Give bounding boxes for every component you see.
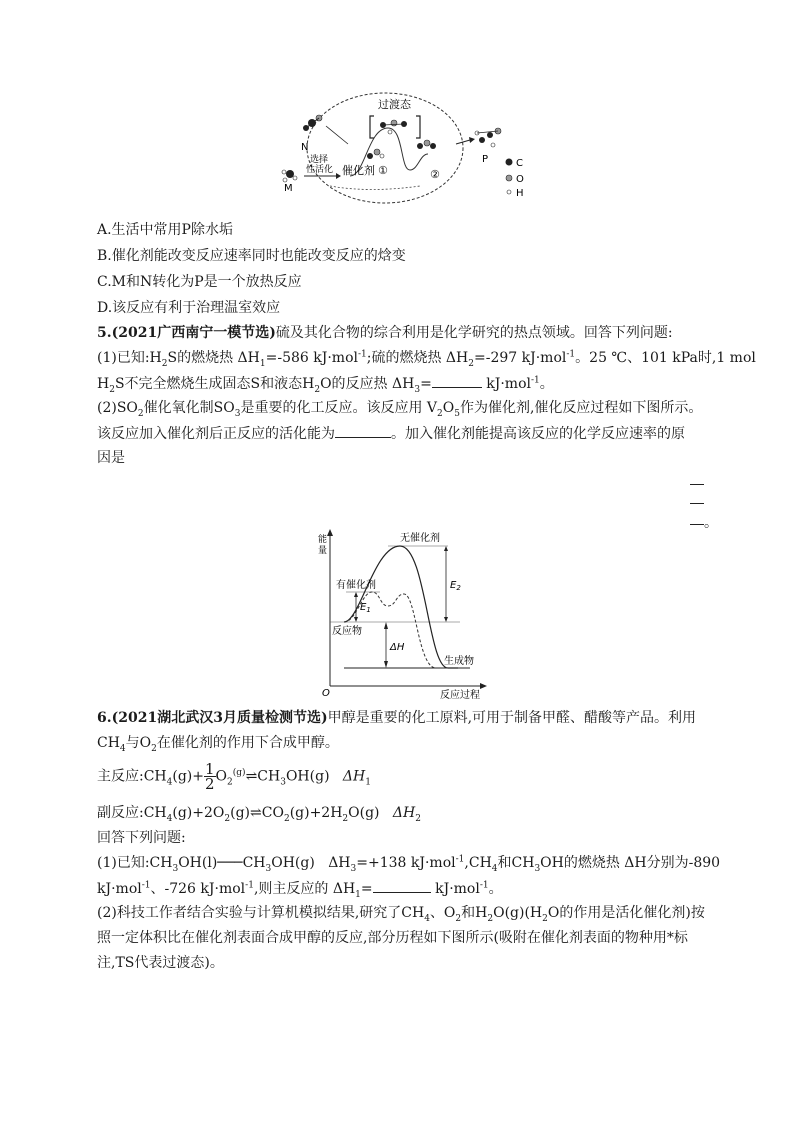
- intermediate-molecule-2: [417, 140, 436, 149]
- q5-part1-line2: $H_2S$不完全燃烧生成固态S和液态$H_2O$的反应热 $\Delta H_3= kJ\cdot mol^{-1}$。: [97, 373, 554, 394]
- q5-source: (2021广西南宁一模节选): [111, 325, 276, 341]
- q5-part2-line2: 该反应加入催化剂后正反应的活化能为 。加入催化剂能提高该反应的化学反应速率的原: [97, 423, 685, 444]
- e2-label: $E_2$: [450, 580, 461, 592]
- q5-part1-line1: (1)已知$:H_2S$的燃烧热 $\Delta H_1=-586$ kJ·mol$^{-1}$;硫的燃烧热 $\Delta H_2=-297$ kJ·mol$^{-1}$。25 ℃、101 kPa时,1 mol: [97, 349, 756, 369]
- answer-blank-dh3[interactable]: [432, 373, 482, 388]
- step-1-label: ①: [378, 164, 388, 177]
- option-c: C.M和N转化为P是一个放热反应: [97, 274, 302, 290]
- reactant-label: 反应物: [332, 626, 362, 637]
- option-a: A.生活中常用P除水垢: [97, 222, 233, 238]
- molecule-M: [282, 170, 297, 182]
- catalyst-label: 催化剂: [342, 164, 375, 177]
- label-P: P: [482, 154, 489, 165]
- legend-hydrogen-icon: [507, 190, 511, 194]
- label-M: M: [284, 183, 293, 194]
- q6-part2-line3: 注,TS代表过渡态)。: [97, 955, 224, 971]
- intermediate-molecule: [367, 149, 384, 159]
- y-axis-label-char1: 能: [318, 535, 328, 545]
- product-label: 生成物: [444, 656, 474, 667]
- dh-label: ΔH: [390, 642, 405, 653]
- q5-intro: 硫及其化合物的综合利用是化学研究的热点领域。回答下列问题:: [275, 325, 673, 341]
- energy-diagram-chart: [300, 526, 500, 702]
- answer-blank-reason-3[interactable]: [690, 524, 704, 525]
- q5-part2-line1: $(2)SO_2$催化氧化制$SO_3$是重要的化工反应。该反应用 $V_2O_5$作为催化剂,催化反应过程如下图所示。: [97, 400, 703, 419]
- option-b: B.催化剂能改变反应速率同时也能改变反应的焓变: [97, 248, 406, 264]
- mechanism-figure: [270, 88, 540, 208]
- select-label-2: 性活化: [306, 165, 334, 175]
- reason-end-mark: 。: [704, 515, 718, 531]
- select-label-1: 选择: [310, 155, 329, 165]
- q5-part2-line3: 因是: [97, 450, 125, 466]
- transition-molecule: [380, 120, 407, 134]
- q6-main-reaction: 主反应$:CH_4(g)+$ $\frac{1}{2}$ $O_2^{(g)}\rightleftharpoons CH_3OH(g)$ $\Delta H_1$: [97, 760, 371, 793]
- transition-state-label: 过渡态: [378, 98, 411, 111]
- q6-answer-intro: 回答下列问题:: [97, 830, 186, 846]
- q6-intro: 甲醇是重要的化工原料,可用于制备甲醛、醋酸等产品。利用: [327, 710, 697, 726]
- y-axis-label-char2: 量: [318, 546, 328, 556]
- origin-label: O: [322, 688, 330, 699]
- no-catalyst-label: 无催化剂: [400, 533, 440, 544]
- q6-intro-line2: $CH_4$与$O_2$在催化剂的作用下合成甲醇。: [97, 735, 339, 754]
- legend-oxygen-icon: [506, 175, 512, 181]
- q6-side-reaction: 副反应$:CH_4(g)+2O_2(g)\rightleftharpoons CO_2(g)+2H_2O(g)$ $\Delta H_2$: [97, 805, 421, 824]
- equals-line-icon: ───: [217, 855, 243, 871]
- option-d: D.该反应有利于治理温室效应: [97, 300, 281, 316]
- answer-blank-dh1[interactable]: [373, 878, 431, 893]
- answer-blank-activation-energy[interactable]: [335, 423, 391, 438]
- legend-hydrogen-label: H: [516, 188, 524, 199]
- legend-oxygen-label: O: [516, 174, 524, 185]
- step-2-label: ②: [430, 168, 440, 181]
- q6-part1-line1: (1)已知$:CH_3OH(l)───CH_3OH(g)$ $\Delta H_3=+138$ $kJ\cdot mol^{-1},CH_4$和$CH_3OH$的燃烧热 ΔH分别为-890: [97, 854, 721, 874]
- answer-blank-reason-1[interactable]: [690, 484, 704, 485]
- equilibrium-arrow-icon: ⇌: [250, 805, 262, 821]
- legend-carbon-icon: [506, 159, 513, 166]
- q5-header: [97, 323, 673, 343]
- legend-carbon-label: C: [516, 158, 523, 169]
- q6-part2-line1: (2)科技工作者结合实验与计算机模拟结果,研究了$CH_4$、$O_2$和$H_2O(g)(H_2O$的作用是活化催化剂)按: [97, 905, 705, 924]
- q6-part1-line2: kJ·mol$^{-1}$、-726 kJ·mol$^{-1}$,则主反应的 $\Delta H_1= kJ\cdot mol^{-1}$。: [97, 878, 503, 899]
- x-axis-label: 反应过程: [440, 690, 480, 701]
- equilibrium-arrow-icon: ⇌: [245, 768, 258, 785]
- label-N: N: [301, 142, 309, 153]
- q6-header: [97, 708, 696, 728]
- q6-part2-line2: 照一定体积比在催化剂表面合成甲醇的反应,部分历程如下图所示(吸附在催化剂表面的物种用*标: [97, 930, 688, 946]
- q6-number: 6.: [97, 710, 112, 726]
- q5-number: 5.: [97, 325, 112, 341]
- half-fraction: $\frac{1}{2}$: [205, 760, 215, 793]
- answer-blank-reason-2[interactable]: [690, 503, 704, 504]
- molecule-P: [475, 128, 501, 147]
- q6-source: (2021湖北武汉3月质量检测节选): [111, 710, 328, 726]
- with-catalyst-label: 有催化剂: [336, 580, 376, 591]
- e1-label: $E_1$: [360, 602, 371, 614]
